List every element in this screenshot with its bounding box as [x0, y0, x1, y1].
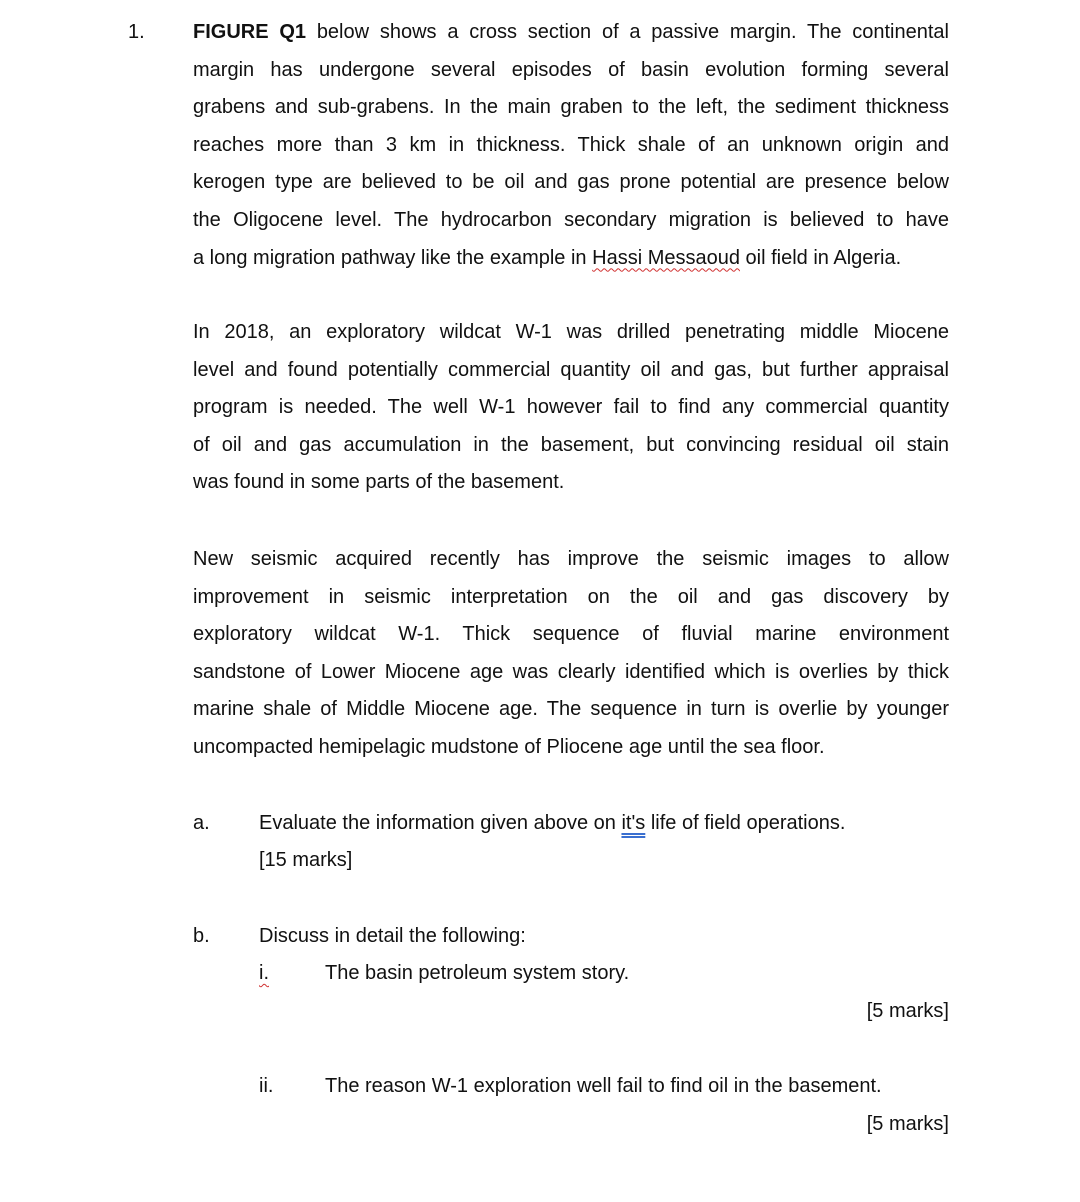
text-line: marine shale of Middle Miocene age. The sequence in turn is overlie by younger	[193, 698, 949, 721]
text-line: sandstone of Lower Miocene age was clearly identified which is overlies by thick	[193, 660, 949, 683]
part-a-label: a.	[193, 812, 210, 834]
text-line: the Oligocene level. The hydrocarbon secondary migration is believed to have	[193, 208, 949, 231]
text-line: grabens and sub-grabens. In the main graben to the left, the sediment thickness	[193, 96, 949, 119]
text-span: a long migration pathway like the example in	[193, 246, 593, 269]
paragraph-intro	[193, 14, 949, 277]
part-b-label: b.	[193, 925, 210, 947]
text-line	[193, 240, 949, 278]
text-span: life of field operations.	[645, 812, 846, 834]
grammar-flagged-word[interactable]: it's	[621, 812, 646, 834]
text-line: New seismic acquired recently has improve the seismic images to allow	[193, 548, 949, 570]
part-a-question	[259, 805, 845, 843]
text-line: exploratory wildcat W-1. Thick sequence of fluvial marine environment	[193, 623, 949, 646]
text-line: In 2018, an exploratory wildcat W-1 was drilled penetrating middle Miocene	[193, 321, 949, 343]
part-b-question: Discuss in detail the following:	[259, 925, 526, 947]
paragraph-seismic	[193, 541, 949, 767]
text-line	[193, 14, 949, 52]
sub-item-i-marks: [5 marks]	[866, 1000, 949, 1022]
question-number: 1.	[128, 21, 145, 43]
part-a-marks: [15 marks]	[259, 849, 353, 871]
sub-item-i-label: i.	[259, 962, 269, 984]
paragraph-wildcat	[193, 314, 949, 502]
text-span: below shows a cross section of a passive margin. The continental	[306, 21, 949, 43]
sub-item-ii-label: ii.	[259, 1075, 274, 1097]
text-span: Evaluate the information given above on	[259, 812, 622, 834]
text-line: reaches more than 3 km in thickness. Thick shale of an unknown origin and	[193, 133, 949, 156]
text-line: margin has undergone several episodes of basin evolution forming several	[193, 58, 949, 81]
text-line: uncompacted hemipelagic mudstone of Pliocene age until the sea floor.	[193, 735, 825, 758]
text-line: improvement in seismic interpretation on the oil and gas discovery by	[193, 585, 949, 608]
figure-reference: FIGURE Q1	[193, 21, 307, 43]
text-line: of oil and gas accumulation in the basement, but convincing residual oil stain	[193, 433, 949, 456]
sub-item-i-text: The basin petroleum system story.	[325, 962, 630, 984]
sub-item-ii-text: The reason W-1 exploration well fail to find oil in the basement.	[325, 1075, 882, 1097]
text-line: program is needed. The well W-1 however fail to find any commercial quantity	[193, 396, 949, 419]
text-line: was found in some parts of the basement.	[193, 471, 565, 494]
text-line: level and found potentially commercial quantity oil and gas, but further appraisal	[193, 358, 949, 381]
text-line: kerogen type are believed to be oil and gas prone potential are presence below	[193, 171, 949, 194]
sub-item-ii-marks: [5 marks]	[866, 1113, 949, 1135]
text-span: oil field in Algeria.	[739, 246, 902, 269]
spellcheck-flagged-word[interactable]: Hassi Messaoud	[592, 246, 740, 269]
